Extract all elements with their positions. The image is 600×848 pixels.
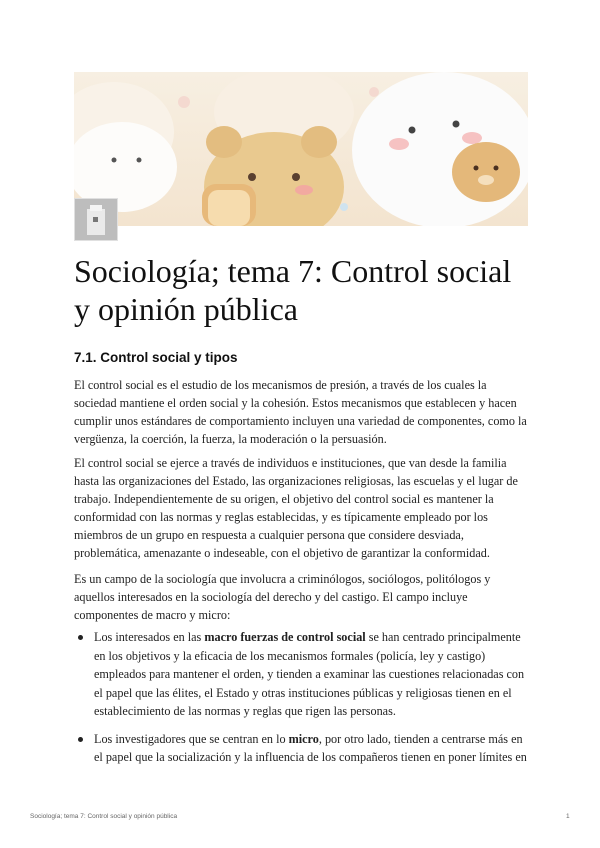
bullet-list: [74, 628, 529, 776]
section-heading: 7.1. Control social y tipos: [74, 350, 238, 365]
paragraph-3: Es un campo de la sociología que involucra a criminólogos, sociólogos, politólogos y aquellos interesados en la sociología del derecho y del castigo. El campo incluye componentes de macro y micro:: [74, 572, 491, 622]
footer-title: Sociología; tema 7: Control social y opinión pública: [30, 813, 178, 820]
bold-term: macro fuerzas de control social: [204, 630, 366, 644]
bullet-icon: [78, 737, 83, 742]
list-item: Los interesados en las macro fuerzas de control social se han centrado principalmente en los objetivos y la eficacia de los mecanismos formales (policía, ley y castigo) empleados para mantener el orden, y tienden a examinar las cuestiones relacionadas con el papel que las élites, el Estado y otras instituciones públicas y religiosas tienen en el establecimiento de las normas y reglas que rigen las personas.: [74, 628, 529, 721]
bullet-icon: [78, 635, 83, 640]
paragraph-1: El control social es el estudio de los mecanismos de presión, a través de los cuales la sociedad mantiene el orden social y la cohesión. Estos mecanismos que establecen y hacen cumplir unos estándares de comportamiento incluyen una variedad de componentes, como la vergüenza, la coerción, la fuerza, la moderación o la persuasión.: [74, 378, 527, 446]
page-number: 1: [566, 813, 570, 820]
thumbnail-image: [74, 198, 118, 241]
header-banner-illustration: [74, 72, 528, 226]
paragraph-2: El control social se ejerce a través de individuos e instituciones, que van desde la familia hasta las organizaciones del Estado, las organizaciones religiosas, las escuelas y el lugar de trabajo. Independientemente de su origen, el objetivo del control social es mantener la conformidad con las normas y reglas establecidas, y es típicamente empleado por los miembros de un grupo en respuesta a cualquier persona que considere desviada, problemática, amenazante o indeseable, con el objetivo de garantizar la conformidad.: [74, 456, 518, 560]
document-title: Sociología; tema 7: Control social y opinión pública: [74, 253, 512, 327]
cartoon-animals-illustration: [74, 72, 528, 226]
list-item: Los investigadores que se centran en lo micro, por otro lado, tienden a centrarse más en el papel que la socialización y la influencia de los compañeros tienen en poner límites en: [74, 730, 529, 767]
bold-term: micro: [288, 731, 319, 746]
